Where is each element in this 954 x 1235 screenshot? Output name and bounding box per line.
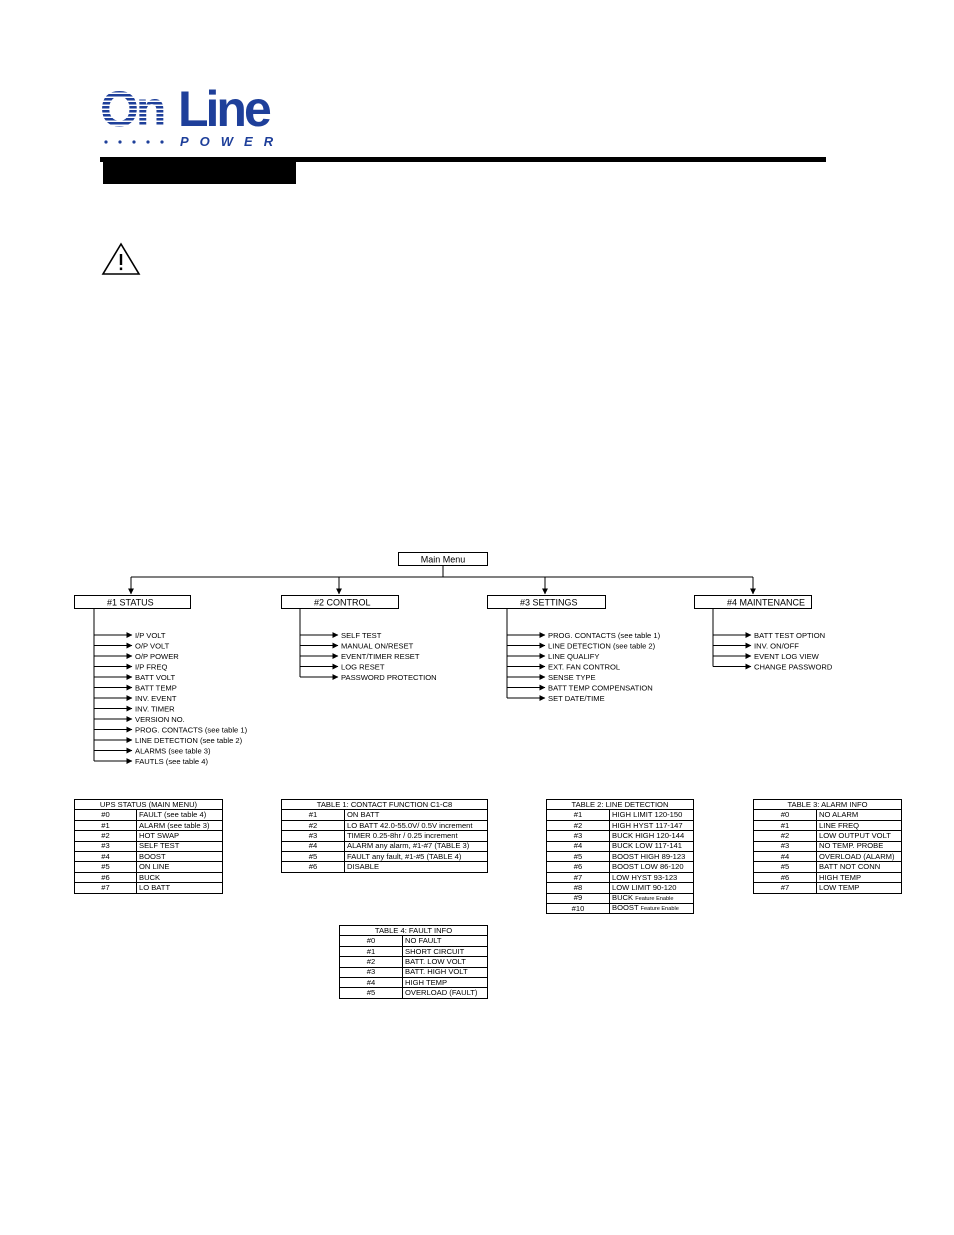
table-row: [547, 841, 694, 851]
row-description-text: ON LINE: [139, 862, 170, 872]
table-row: [547, 820, 694, 830]
table-row: [75, 862, 223, 872]
row-description-text: BUCK HIGH 120-144: [612, 831, 685, 841]
row-description-text: ALARM any alarm, #1-#7 (TABLE 3): [347, 841, 470, 851]
menu-item: BATT VOLT: [135, 672, 176, 682]
table-title: TABLE 1: CONTACT FUNCTION C1-C8: [282, 800, 488, 810]
row-code: #2: [340, 957, 403, 967]
row-description: [403, 988, 488, 998]
row-description-text: BOOST: [139, 851, 166, 861]
row-description: [403, 977, 488, 987]
row-description: [610, 851, 694, 861]
menu-item: SET DATE/TIME: [548, 693, 605, 703]
row-description-text: TIMER 0.25-8hr / 0.25 increment: [347, 831, 458, 841]
row-description-text: HOT SWAP: [139, 831, 180, 841]
row-description: [403, 957, 488, 967]
menu-item: PROG. CONTACTS (see table 1): [135, 725, 248, 735]
table-row: [754, 820, 902, 830]
row-description: [817, 831, 902, 841]
menu-item: EVENT/TIMER RESET: [341, 651, 420, 661]
row-description-text: ALARM (see table 3): [139, 820, 210, 830]
row-description-text: LOW TEMP: [819, 883, 860, 893]
row-code: #5: [754, 862, 817, 872]
row-description: [610, 903, 694, 913]
row-description-text: FAULT any fault, #1-#5 (TABLE 4): [347, 851, 462, 861]
logo-word-power: POWER: [180, 134, 285, 149]
main-menu-label: Main Menu: [420, 554, 466, 565]
table-row: [754, 883, 902, 893]
row-description-text: LINE FREQ: [819, 820, 860, 830]
table-title: UPS STATUS (MAIN MENU): [75, 800, 223, 810]
row-description-text: FAULT (see table 4): [139, 810, 207, 820]
row-description: [817, 872, 902, 882]
row-description-text: BUCK LOW 117-141: [612, 841, 682, 851]
table-row: [340, 988, 488, 998]
menu-item: PROG. CONTACTS (see table 1): [548, 630, 661, 640]
row-description: [345, 810, 488, 820]
menu-item: LINE DETECTION (see table 2): [548, 641, 656, 651]
menu-item: LINE DETECTION (see table 2): [135, 735, 243, 745]
table-row: [754, 851, 902, 861]
contact-function-table: [281, 799, 488, 873]
row-code: #4: [754, 851, 817, 861]
row-description-text: HIGH HYST 117-147: [612, 820, 683, 830]
menu-item: INV. ON/OFF: [754, 641, 799, 651]
row-description: [817, 883, 902, 893]
menu-item: ALARMS (see table 3): [135, 746, 211, 756]
row-code: #2: [282, 820, 345, 830]
row-description: [137, 872, 223, 882]
table-row: [75, 810, 223, 820]
row-code: #4: [547, 841, 610, 851]
row-code: #1: [754, 820, 817, 830]
row-description-text: BOOST HIGH 89-123: [612, 851, 686, 861]
row-description: [817, 841, 902, 851]
table-row: [75, 831, 223, 841]
row-code: #8: [547, 883, 610, 893]
row-description: [610, 862, 694, 872]
row-description-text: BOOST LOW 86-120: [612, 862, 684, 872]
row-code: #0: [75, 810, 137, 820]
row-description: [137, 851, 223, 861]
menu-item: SENSE TYPE: [548, 672, 596, 682]
table-row: [340, 957, 488, 967]
row-code: #7: [75, 883, 137, 893]
table-title: TABLE 4: FAULT INFO: [340, 926, 488, 936]
row-code: #1: [340, 946, 403, 956]
row-description-text: SHORT CIRCUIT: [405, 946, 465, 956]
table-row: [754, 862, 902, 872]
row-feature-note: Feature Enable: [640, 906, 679, 913]
ups-status-table: [74, 799, 223, 894]
row-feature-note: Feature Enable: [635, 895, 674, 902]
table-row: [547, 893, 694, 903]
row-description: [610, 810, 694, 820]
row-code: #4: [75, 851, 137, 861]
row-code: #6: [75, 872, 137, 882]
menu-item: FAUTLS (see table 4): [135, 756, 209, 766]
row-code: #5: [547, 851, 610, 861]
row-description: [137, 862, 223, 872]
row-description: [345, 841, 488, 851]
table-row: [75, 883, 223, 893]
branch-title: #2 CONTROL: [314, 597, 371, 608]
menu-item: O/P POWER: [135, 651, 179, 661]
menu-item: CHANGE PASSWORD: [754, 662, 833, 672]
row-code: #6: [282, 862, 345, 872]
row-description-text: NO TEMP. PROBE: [819, 841, 884, 851]
row-description: [137, 883, 223, 893]
row-code: #3: [340, 967, 403, 977]
row-description-text: OVERLOAD (FAULT): [405, 988, 478, 998]
table-row: [282, 841, 488, 851]
row-description-text: DISABLE: [347, 862, 380, 872]
row-description-text: BUCK: [139, 872, 161, 882]
table-row: [547, 831, 694, 841]
row-description-text: LOW OUTPUT VOLT: [819, 831, 891, 841]
row-description-text: LO BATT: [139, 883, 171, 893]
branch-title: #1 STATUS: [107, 597, 154, 608]
row-description-text: HIGH TEMP: [405, 977, 448, 987]
row-code: #7: [754, 883, 817, 893]
row-description: [610, 820, 694, 830]
table-row: [547, 862, 694, 872]
row-description-text: OVERLOAD (ALARM): [819, 851, 895, 861]
table-row: [547, 903, 694, 913]
table-row: [547, 872, 694, 882]
row-code: #4: [340, 977, 403, 987]
row-description: [345, 862, 488, 872]
table-title: TABLE 3: ALARM INFO: [754, 800, 902, 810]
menu-item: LOG RESET: [341, 662, 385, 672]
branch-title: #4 MAINTENANCE: [727, 597, 806, 608]
row-code: #10: [547, 903, 610, 913]
table-row: [282, 820, 488, 830]
alarm-info-table: [753, 799, 902, 894]
row-code: #3: [547, 831, 610, 841]
menu-item: SELF TEST: [341, 630, 382, 640]
menu-item: LINE QUALIFY: [548, 651, 600, 661]
table-row: [282, 851, 488, 861]
row-description: [403, 967, 488, 977]
row-description-text: BATT. HIGH VOLT: [405, 967, 468, 977]
menu-item: BATT TEST OPTION: [754, 630, 826, 640]
row-description: [137, 810, 223, 820]
row-description-text: LOW LIMIT 90-120: [612, 883, 677, 893]
row-description-text: BATT NOT CONN: [819, 862, 881, 872]
row-description: [137, 841, 223, 851]
row-description: [137, 820, 223, 830]
menu-item: I/P FREQ: [135, 662, 168, 672]
row-code: #5: [340, 988, 403, 998]
menu-item: BATT TEMP: [135, 683, 177, 693]
menu-item: INV. EVENT: [135, 693, 177, 703]
table-row: [282, 862, 488, 872]
table-row: [754, 872, 902, 882]
row-description: [610, 883, 694, 893]
table-row: [547, 851, 694, 861]
table-row: [340, 977, 488, 987]
table-row: [282, 810, 488, 820]
row-code: #1: [282, 810, 345, 820]
table-row: [547, 810, 694, 820]
table-row: [754, 831, 902, 841]
row-description: [345, 851, 488, 861]
branch-title: #3 SETTINGS: [520, 597, 578, 608]
table-row: [754, 810, 902, 820]
row-code: #7: [547, 872, 610, 882]
table-row: [75, 851, 223, 861]
menu-item: I/P VOLT: [135, 630, 166, 640]
row-description: [403, 936, 488, 946]
table-row: [75, 841, 223, 851]
row-description: [817, 810, 902, 820]
row-code: #5: [282, 851, 345, 861]
table-title: TABLE 2: LINE DETECTION: [547, 800, 694, 810]
menu-item: MANUAL ON/RESET: [341, 641, 414, 651]
row-code: #6: [754, 872, 817, 882]
table-row: [282, 831, 488, 841]
row-code: #1: [547, 810, 610, 820]
row-code: #0: [754, 810, 817, 820]
logo-word-on: On: [100, 81, 164, 137]
row-description-text: NO ALARM: [819, 810, 859, 820]
row-code: #5: [75, 862, 137, 872]
row-description-text: BOOST: [612, 903, 639, 913]
row-code: #2: [75, 831, 137, 841]
fault-info-table: [339, 925, 488, 999]
menu-item: BATT TEMP COMPENSATION: [548, 683, 653, 693]
row-code: #3: [754, 841, 817, 851]
row-description: [610, 831, 694, 841]
row-code: #0: [340, 936, 403, 946]
table-row: [75, 872, 223, 882]
row-description-text: LOW HYST 93-123: [612, 872, 678, 882]
table-row: [340, 946, 488, 956]
row-description-text: NO FAULT: [405, 936, 442, 946]
row-code: #4: [282, 841, 345, 851]
row-description: [137, 831, 223, 841]
table-row: [547, 883, 694, 893]
row-code: #1: [75, 820, 137, 830]
row-description: [817, 862, 902, 872]
row-description: [345, 820, 488, 830]
row-description-text: HIGH LIMIT 120-150: [612, 810, 683, 820]
row-description: [817, 820, 902, 830]
table-row: [340, 936, 488, 946]
row-code: #9: [547, 893, 610, 903]
row-code: #3: [282, 831, 345, 841]
menu-item: EXT. FAN CONTROL: [548, 662, 621, 672]
row-description: [345, 831, 488, 841]
row-description-text: HIGH TEMP: [819, 872, 862, 882]
logo-word-line: Line: [178, 81, 269, 137]
table-row: [754, 841, 902, 851]
row-description-text: SELF TEST: [139, 841, 180, 851]
menu-item: VERSION NO.: [135, 714, 185, 724]
table-row: [340, 967, 488, 977]
row-code: #2: [754, 831, 817, 841]
row-description-text: LO BATT 42.0-55.0V/ 0.5V increment: [347, 820, 473, 830]
menu-item: INV. TIMER: [135, 704, 175, 714]
row-description: [610, 872, 694, 882]
menu-item: EVENT LOG VIEW: [754, 651, 819, 661]
row-description: [610, 841, 694, 851]
row-description-text: BUCK: [612, 893, 634, 902]
menu-item: O/P VOLT: [135, 641, 170, 651]
row-code: #2: [547, 820, 610, 830]
table-row: [75, 820, 223, 830]
row-description: [817, 851, 902, 861]
row-code: #6: [547, 862, 610, 872]
row-code: #3: [75, 841, 137, 851]
row-description-text: BATT. LOW VOLT: [405, 957, 466, 967]
line-detection-table: [546, 799, 694, 914]
row-description: [610, 893, 694, 903]
row-description-text: ON BATT: [347, 810, 380, 820]
menu-item: PASSWORD PROTECTION: [341, 672, 437, 682]
row-description: [403, 946, 488, 956]
